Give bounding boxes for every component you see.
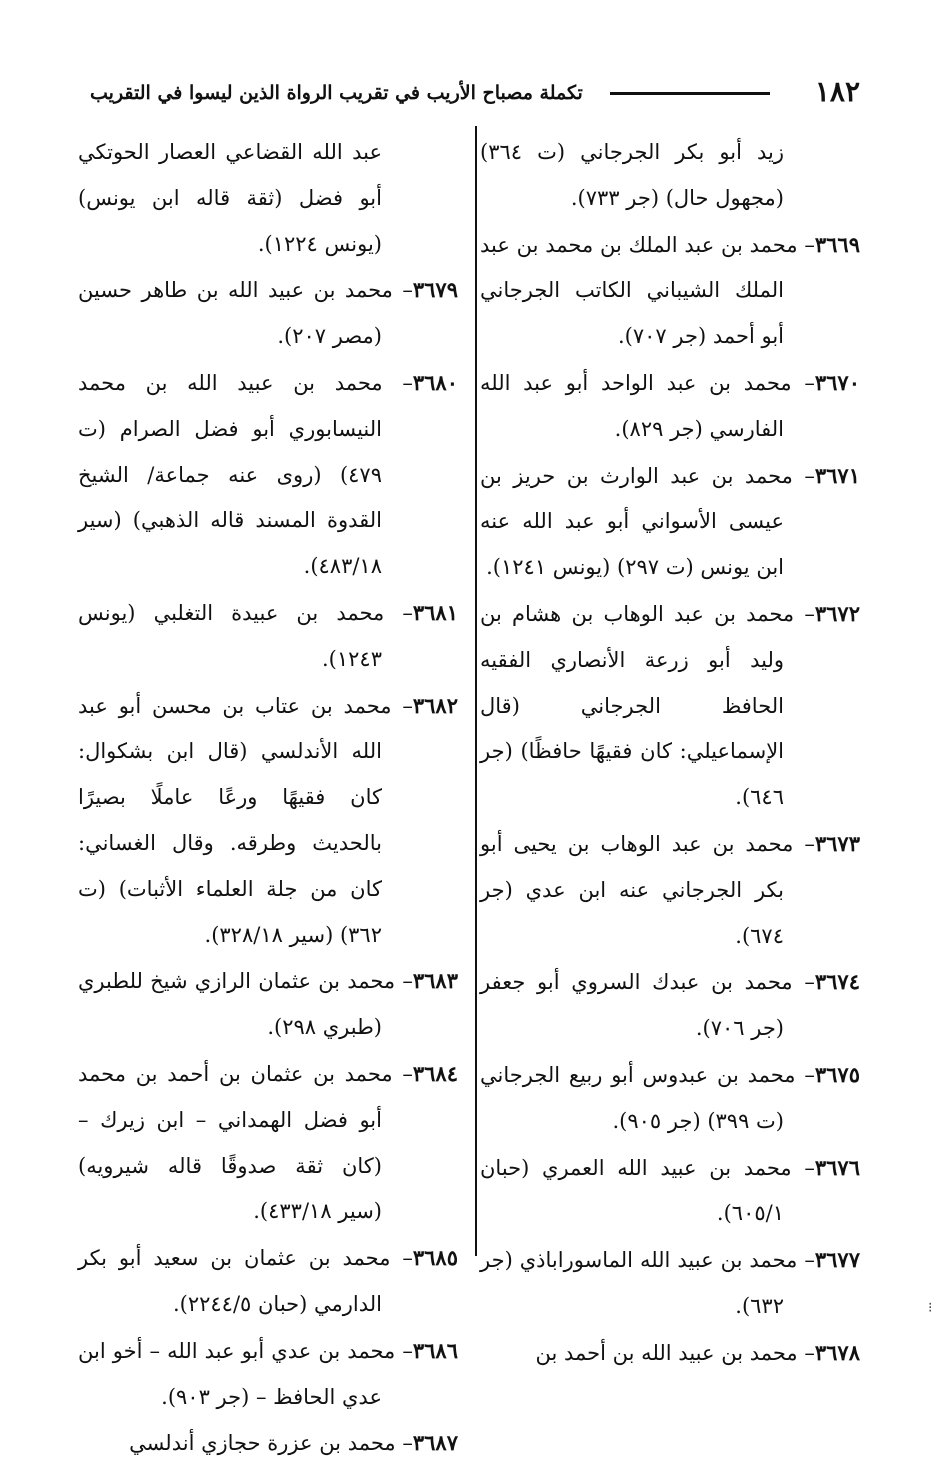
entry-separator: – [392,1061,413,1086]
entry-text: محمد بن عثمان بن أحمد بن محمد أبو فضل الهمداني – ابن زيرك – (كان ثقة صدوقًا قاله شيرويه) (سير ٤٣٣/١٨). [78,1061,393,1224]
entry [480,821,860,959]
entry-number: ٣٦٧٤ [814,969,860,995]
corner-mark: ⁝ [928,1300,933,1316]
entry-text: محمد بن عبيد الله بن محمد النيسابوري أبو فضل الصرام (ت ٤٧٩) (روى عنه جماعة/ الشيخ القدوة المسند قاله الذهبي) (سير ٤٨٣/١٨). [78,370,383,579]
continuation-text: عبد الله القضاعي العصار الحوتكي أبو فضل (ثقة قاله ابن يونس) (يونس ١٢٢٤). [78,140,382,256]
entry [480,959,860,1052]
entry-separator: – [391,693,413,718]
right-column [480,130,860,1365]
entry [480,1145,860,1238]
left-column [78,130,458,1456]
page-number: ١٨٢ [814,75,860,108]
entry-number: ٣٦٨٧ [412,1430,458,1456]
entry-separator: – [395,969,413,994]
entry-text: محمد بن عبيد الله العمري (حبان ٦٠٥/١). [480,1155,792,1226]
entry-number: ٣٦٧٢ [814,600,860,626]
entry-number: ٣٦٨٠ [412,369,458,395]
entry-text: محمد بن عبد الملك بن محمد بن عبد الملك الشيباني الكاتب الجرجاني أبو أحمد (جر ٧٠٧). [480,232,798,349]
entry-number: ٣٦٧١ [814,462,860,488]
entry-number: ٣٦٨١ [412,599,458,625]
entry-text: محمد بن عدي أبو عبد الله – أخو ابن عدي الحافظ – (جر ٩٠٣). [78,1338,396,1409]
entry [480,453,860,591]
entry-text: محمد بن عبد الواحد أبو عبد الله الفارسي (جر ٨٢٩). [480,370,792,441]
header-rule [610,92,770,95]
entry [78,1328,458,1421]
entry-number: ٣٦٧٦ [814,1154,860,1180]
entry-number: ٣٦٨٢ [412,692,458,718]
entry-list [78,267,458,1467]
entry-text: محمد بن عبيد الله بن أحمد بن [535,1340,798,1365]
entry [480,360,860,453]
running-title: تكملة مصباح الأريب في تقريب الرواة الذين ليسوا في التقريب [90,82,583,104]
entry [78,267,458,360]
entry-separator: – [390,1246,413,1271]
entry-text: محمد بن عبيد الله بن طاهر حسين (مصر ٢٠٧). [78,278,393,349]
entry-number: ٣٦٨٦ [412,1337,458,1363]
entry-text: محمد بن عبدك السروي أبو جعفر (جر ٧٠٦). [480,970,793,1041]
entry [78,1051,458,1235]
entry-text: محمد بن عثمان بن سعيد أبو بكر الدارمي (حبان ٢٢٤٤/٥). [78,1246,391,1316]
entry-text: محمد بن عثمان الرازي شيخ للطبري (طبري ٢٩٨). [78,969,396,1040]
entry [480,222,860,360]
entry [78,360,458,590]
entry [480,591,860,821]
entry [78,1420,458,1467]
entry-text: محمد بن عبيدة التغلبي (يونس ١٢٤٣). [78,600,385,671]
entry-separator: – [384,600,413,625]
entry [78,683,458,959]
entry [480,1052,860,1145]
entry-separator: – [395,1338,413,1363]
entry [78,958,458,1051]
entry [480,1237,860,1330]
entry [78,1235,458,1328]
entry-text: محمد بن عتاب بن محسن أبو عبد الله الأندلسي (قال ابن بشكوال: كان فقيهًا ورعًا عاملًا بصيرًا بالحديث وطرقه. وقال الغساني: كان من جلة العلماء الأثبات) (ت ٣٦٢) (سير ٣٢٨/١٨). [78,693,392,947]
entry-separator: – [392,278,413,303]
entry-text: محمد بن عبيد الله الماسوراباذي (جر ٦٣٢). [480,1248,798,1318]
entry-separator: – [791,370,815,395]
entry-text: محمد بن عبد الوهاب بن يحيى أبو بكر الجرجاني عنه ابن عدي (جر ٦٧٤). [480,831,794,948]
entry-number: ٣٦٧٣ [814,830,860,856]
continuation-text: زيد أبو بكر الجرجاني (ت ٣٦٤) (مجهول حال) (جر ٧٣٣). [480,140,784,210]
column-divider [475,126,477,1256]
entry-number: ٣٦٧٩ [412,277,458,303]
entry-list [480,222,860,1377]
entry-text: محمد بن عزرة حجازي أندلسي [129,1431,396,1456]
entry-separator: – [795,1062,815,1087]
entry-separator: – [791,1155,815,1180]
entry-text: محمد بن عبد الوهاب بن هشام بن وليد أبو زرعة الأنصاري الفقيه الحافظ الجرجاني (قال الإسماعيلي: كان فقيهًا حافظًا) (جر ٦٤٦). [480,601,795,810]
entry-number: ٣٦٨٤ [412,1060,458,1086]
entry-text: محمد بن عبدوس أبو ربيع الجرجاني (ت ٣٩٩) (جر ٩٠٥). [480,1062,796,1133]
entry-number: ٣٦٧٥ [814,1061,860,1087]
entry-separator: – [793,831,815,856]
entry-number: ٣٦٦٩ [814,231,860,257]
entry-separator: – [797,1340,815,1365]
entry-number: ٣٦٧٨ [814,1339,860,1365]
entry [480,1330,860,1377]
entry-text: محمد بن عبد الوارث بن حريز بن عيسى الأسواني أبو عبد الله عنه ابن يونس (ت ٢٩٧) (يونس ١٢٤١). [480,463,793,580]
entry-separator: – [797,232,815,257]
entry-separator: – [794,601,815,626]
entry-number: ٣٦٨٥ [412,1245,458,1271]
entry-separator: – [797,1248,815,1273]
entry-separator: – [792,970,815,995]
entry [78,590,458,683]
entry-separator: – [395,1431,413,1456]
entry-number: ٣٦٨٣ [412,968,458,994]
entry-number: ٣٦٧٧ [814,1247,860,1273]
entry-separator: – [792,463,815,488]
page-header [90,74,860,114]
entry-separator: – [382,370,413,395]
entry-number: ٣٦٧٠ [814,369,860,395]
